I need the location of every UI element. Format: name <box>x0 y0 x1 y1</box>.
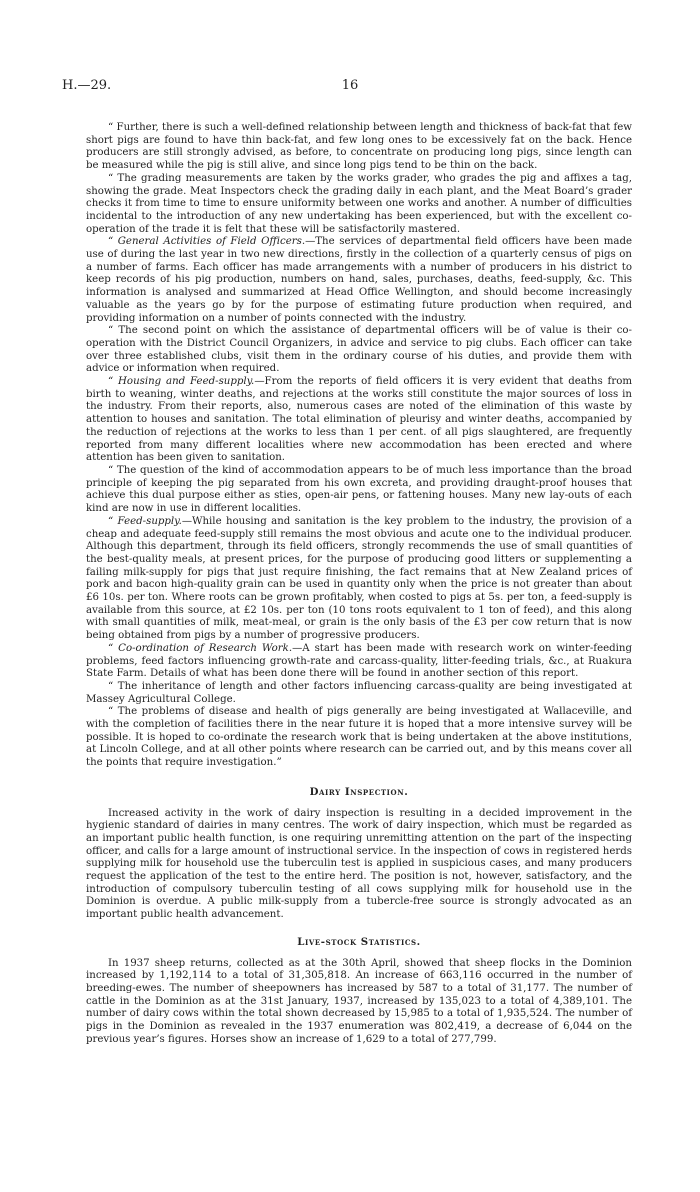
section-heading-dairy-inspection: Dairy Inspection. <box>309 785 409 798</box>
paragraph: “ Further, there is such a well-defined relationship between length and thickness of back-fat that few short pigs are found to have thin back-fat, and few long ones to be excessively fat on the back. Hence producers are still strongly advised, as before, to concentrate on producing long pigs, since length can be measured while the pig is still alive, and since long pigs tend to be thin on the back. <box>86 122 632 172</box>
paragraph <box>86 643 632 681</box>
paragraph <box>86 236 632 325</box>
paragraph-lead: “ Co-ordination of Research Work. <box>108 642 293 654</box>
paragraph: Increased activity in the work of dairy inspection is resulting in a decided improvement in the hygienic standard of dairies in many centres. The work of dairy inspection, which must be regarded as an important public health function, is one requiring unremitting attention on the part of the inspecting officer, and calls for a large amount of instructional service. In the inspection of cows in registered herds supplying milk for household use the tuberculin test is applied in suspicious cases, and many producers request the application of the test to the entire herd. The position is not, however, satisfactory, and the introduction of compulsory tuberculin testing of all cows supplying milk for household use in the Dominion is overdue. A public milk-supply from a tubercle-free source is strongly advocated as an important public health advancement. <box>86 807 632 921</box>
paragraph: “ The second point on which the assistance of departmental officers will be of value is their co-operation with the District Council Organizers, in advice and service to pig clubs. Each officer can take over three established clubs, visit them in the ordinary course of his duties, and provide them with advice or information when required. <box>86 325 632 375</box>
paragraph: “ The problems of disease and health of pigs generally are being investigated at Wallaceville, and with the completion of facilities there in the near future it is hoped that a more intensive survey will be possible. It is hoped to co-ordinate the research work that is being undertaken at the above institutions, at Lincoln College, and at all other points where research can be carried out, and by this means cover all the points that require investigation.” <box>86 706 632 769</box>
document-reference: H.—29. <box>62 78 112 93</box>
paragraph-lead: “ Feed-supply. <box>108 515 182 527</box>
paragraph-text: —While housing and sanitation is the key problem to the industry, the provision of a cheap and adequate feed-supply still remains the most obvious and acute one to the individual producer. Although this department, through its field officers, strongly recommends the use of small quantities of the best-quality meals, at present prices, for the purpose of producing good litters or supplementing a failing milk-supply for pigs that just require finishing, the fact remains that at New Zealand prices of pork and bacon high-quality grain can be used in quantity only when the price is not greater than about £6 10s. per ton. Where roots can be grown profitably, when costed to pigs at 5s. per ton, a feed-supply is available from this source, at £2 10s. per ton (10 tons roots equivalent to 1 ton of feed), and this along with small quantities of milk, meat-meal, or grain is the only basis of the £3 per cow return that is now being obtained from pigs by a number of progressive producers. <box>86 515 632 642</box>
paragraph: “ The inheritance of length and other factors influencing carcass-quality are being investigated at Massey Agricultural College. <box>86 680 632 705</box>
paragraph: “ The question of the kind of accommodation appears to be of much less importance than the broad principle of keeping the pig separated from his own excreta, and providing draught-proof houses that achieve this dual purpose either as sties, open-air pens, or fattening houses. Many new lay-outs of each kind are now in use in different localities. <box>86 464 632 515</box>
page-number: 16 <box>341 78 359 93</box>
page-header <box>62 78 638 96</box>
paragraph-lead: “ General Activities of Field Officers. <box>108 236 306 248</box>
paragraph-text: —From the reports of field officers it is very evident that deaths from birth to weaning, winter deaths, and rejections at the works still constitute the major sources of loss in the industry. From their reports, also, numerous cases are noted of the elimination of this waste by attention to houses and sanitation. The total elimination of pleurisy and winter deaths, accompanied by the reduction of rejections at the works to less than 1 per cent. of all pigs slaughtered, are frequently reported from many different localities where new accommodation has been erected and where attention has been given to sanitation. <box>86 376 632 464</box>
paragraph-text: —The services of departmental field officers have been made use of during the last year in two new directions, firstly in the collection of a quarterly census of pigs on a number of farms. Each officer has made arrangements with a number of producers in his district to keep records of his pig production, numbers on hand, sales, purchases, deaths, feed-supply, &c. This information is analysed and summarized at Head Office Wellington, and should become increasingly valuable as the years go by for the purpose of estimating future production when required, and providing information on a number of points connected with the industry. <box>86 236 632 324</box>
paragraph-lead: “ Housing and Feed-supply. <box>108 376 255 388</box>
paragraph <box>86 516 632 643</box>
paragraph: “ The grading measurements are taken by the works grader, who grades the pig and affixes a tag, showing the grade. Meat Inspectors check the grading daily in each plant, and the Meat Board’s grader checks it from time to time to ensure uniformity between one works and another. A number of difficulties incidental to the introduction of any new undertaking has been experienced, but with the excellent co-operation of the trade it is felt that these will be satisfactorily mastered. <box>86 172 632 235</box>
paragraph-text: —A start has been made with research work on winter-feeding problems, feed factors influencing growth-rate and carcass-quality, litter-feeding trials, &c., at Ruakura State Farm. Details of what has been done there will be found in another section of this report. <box>86 642 632 680</box>
paragraph: In 1937 sheep returns, collected as at the 30th April, showed that sheep flocks in the Dominion increased by 1,192,114 to a total of 31,305,818. An increase of 663,116 occurred in the number of breeding-ewes. The number of sheepowners has increased by 587 to a total of 31,177. The number of cattle in the Dominion as at the 31st January, 1937, increased by 135,023 to a total of 4,389,101. The number of dairy cows within the total shown decreased by 15,985 to a total of 1,935,524. The number of pigs in the Dominion as revealed in the 1937 enumeration was 802,419, a decrease of 6,044 on the previous year’s figures. Horses show an increase of 1,629 to a total of 277,799. <box>86 957 632 1045</box>
body-text <box>86 122 632 1047</box>
paragraph <box>86 376 632 465</box>
section-heading-live-stock-statistics: Live-stock Statistics. <box>297 935 421 948</box>
